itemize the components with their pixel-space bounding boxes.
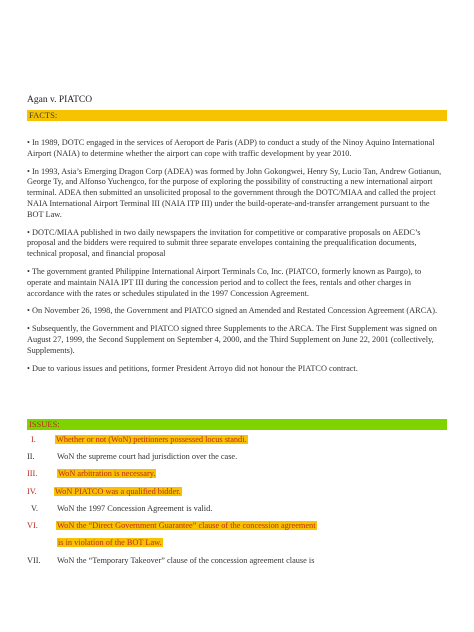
issue-item: [27, 469, 156, 480]
fact-paragraph: • In 1989, DOTC engaged in the services of Aeroport de Paris (ADP) to conduct a study of the Ninoy Aquino International Airport (NAIA) to determine whether the airport can cope with traffic development by year 2010.: [27, 138, 435, 158]
issue-number: VI.: [27, 521, 38, 530]
issue-number: I.: [31, 435, 36, 444]
issue-number: II.: [27, 452, 35, 461]
issue-item: [27, 452, 237, 463]
fact-paragraph: • Subsequently, the Government and PIATCO signed three Supplements to the ARCA. The First Supplement was signed on August 27, 1999, the Second Supplement on September 4, 2000, and the Third Supplement on June 22, 2001 (collectively, Supplements).: [27, 324, 437, 355]
issue-item: [27, 504, 212, 515]
issue-item: [27, 487, 182, 498]
issue-text: WoN the supreme court had jurisdiction over the case.: [57, 452, 238, 461]
facts-list: [27, 138, 447, 381]
issue-item: [27, 556, 314, 567]
issue-text: WoN the “Temporary Takeover” clause of the concession agreement clause is: [57, 556, 315, 565]
issues-header: ISSUES:: [27, 419, 447, 430]
document-title: Agan v. PIATCO: [27, 95, 93, 105]
issue-item: [27, 521, 317, 532]
fact-paragraph: • In 1993, Asia’s Emerging Dragon Corp (ADEA) was formed by John Gokongwei, Henry Sy, Lucio Tan, Andrew Gotianun, George Ty, and Alfonso Yuchengco, for the purpose of exploring the possibility of constructing a new international airport terminal. ADEA then submitted an unsolicited proposal to the government through the DOTC/MIAA and called the project NAIA International Airport Terminal III (NAIA ITP III) under the build-operate-and-transfer arrangement pursuant to the BOT Law.: [27, 166, 442, 219]
issue-number: III.: [27, 469, 38, 478]
issue-item: [27, 435, 248, 446]
issue-text: WoN arbitration is necessary.: [58, 469, 156, 478]
issue-item: [27, 538, 163, 549]
issue-text: Whether or not (WoN) petitioners possessed locus standi.: [56, 435, 247, 444]
issue-text: WoN the 1997 Concession Agreement is valid.: [57, 504, 213, 513]
issue-text: WoN PIATCO was a qualified bidder.: [55, 487, 181, 496]
fact-paragraph: • On November 26, 1998, the Government and PIATCO signed an Amended and Restated Concession Agreement (ARCA).: [27, 306, 438, 316]
issue-number: IV.: [27, 487, 37, 496]
issue-number: V.: [31, 504, 38, 513]
fact-paragraph: • Due to various issues and petitions, former President Arroyo did not honour the PIATCO contract.: [27, 363, 358, 373]
issue-text: is in violation of the BOT Law.: [58, 538, 162, 547]
issue-text: WoN the “Direct Government Guarantee” clause of the concession agreement: [57, 521, 316, 530]
fact-paragraph: • DOTC/MIAA published in two daily newspapers the invitation for competitive or comparative proposals on AEDC’s proposal and the bidders were required to submit three separate envelopes containing the prequalification documents, technical proposal, and financial proposal: [27, 227, 421, 259]
issue-number: VII.: [27, 556, 41, 565]
fact-paragraph: • The government granted Philippine International Airport Terminals Co, Inc. (PIATCO, formerly known as Paırgo), to operate and maintain NAIA IPT III during the concession period and to collect the fees, rentals and other charges in accordance with the rates or schedules stipulated in the 1997 Concession Agreement.: [27, 266, 422, 298]
facts-header: FACTS:: [27, 110, 447, 121]
